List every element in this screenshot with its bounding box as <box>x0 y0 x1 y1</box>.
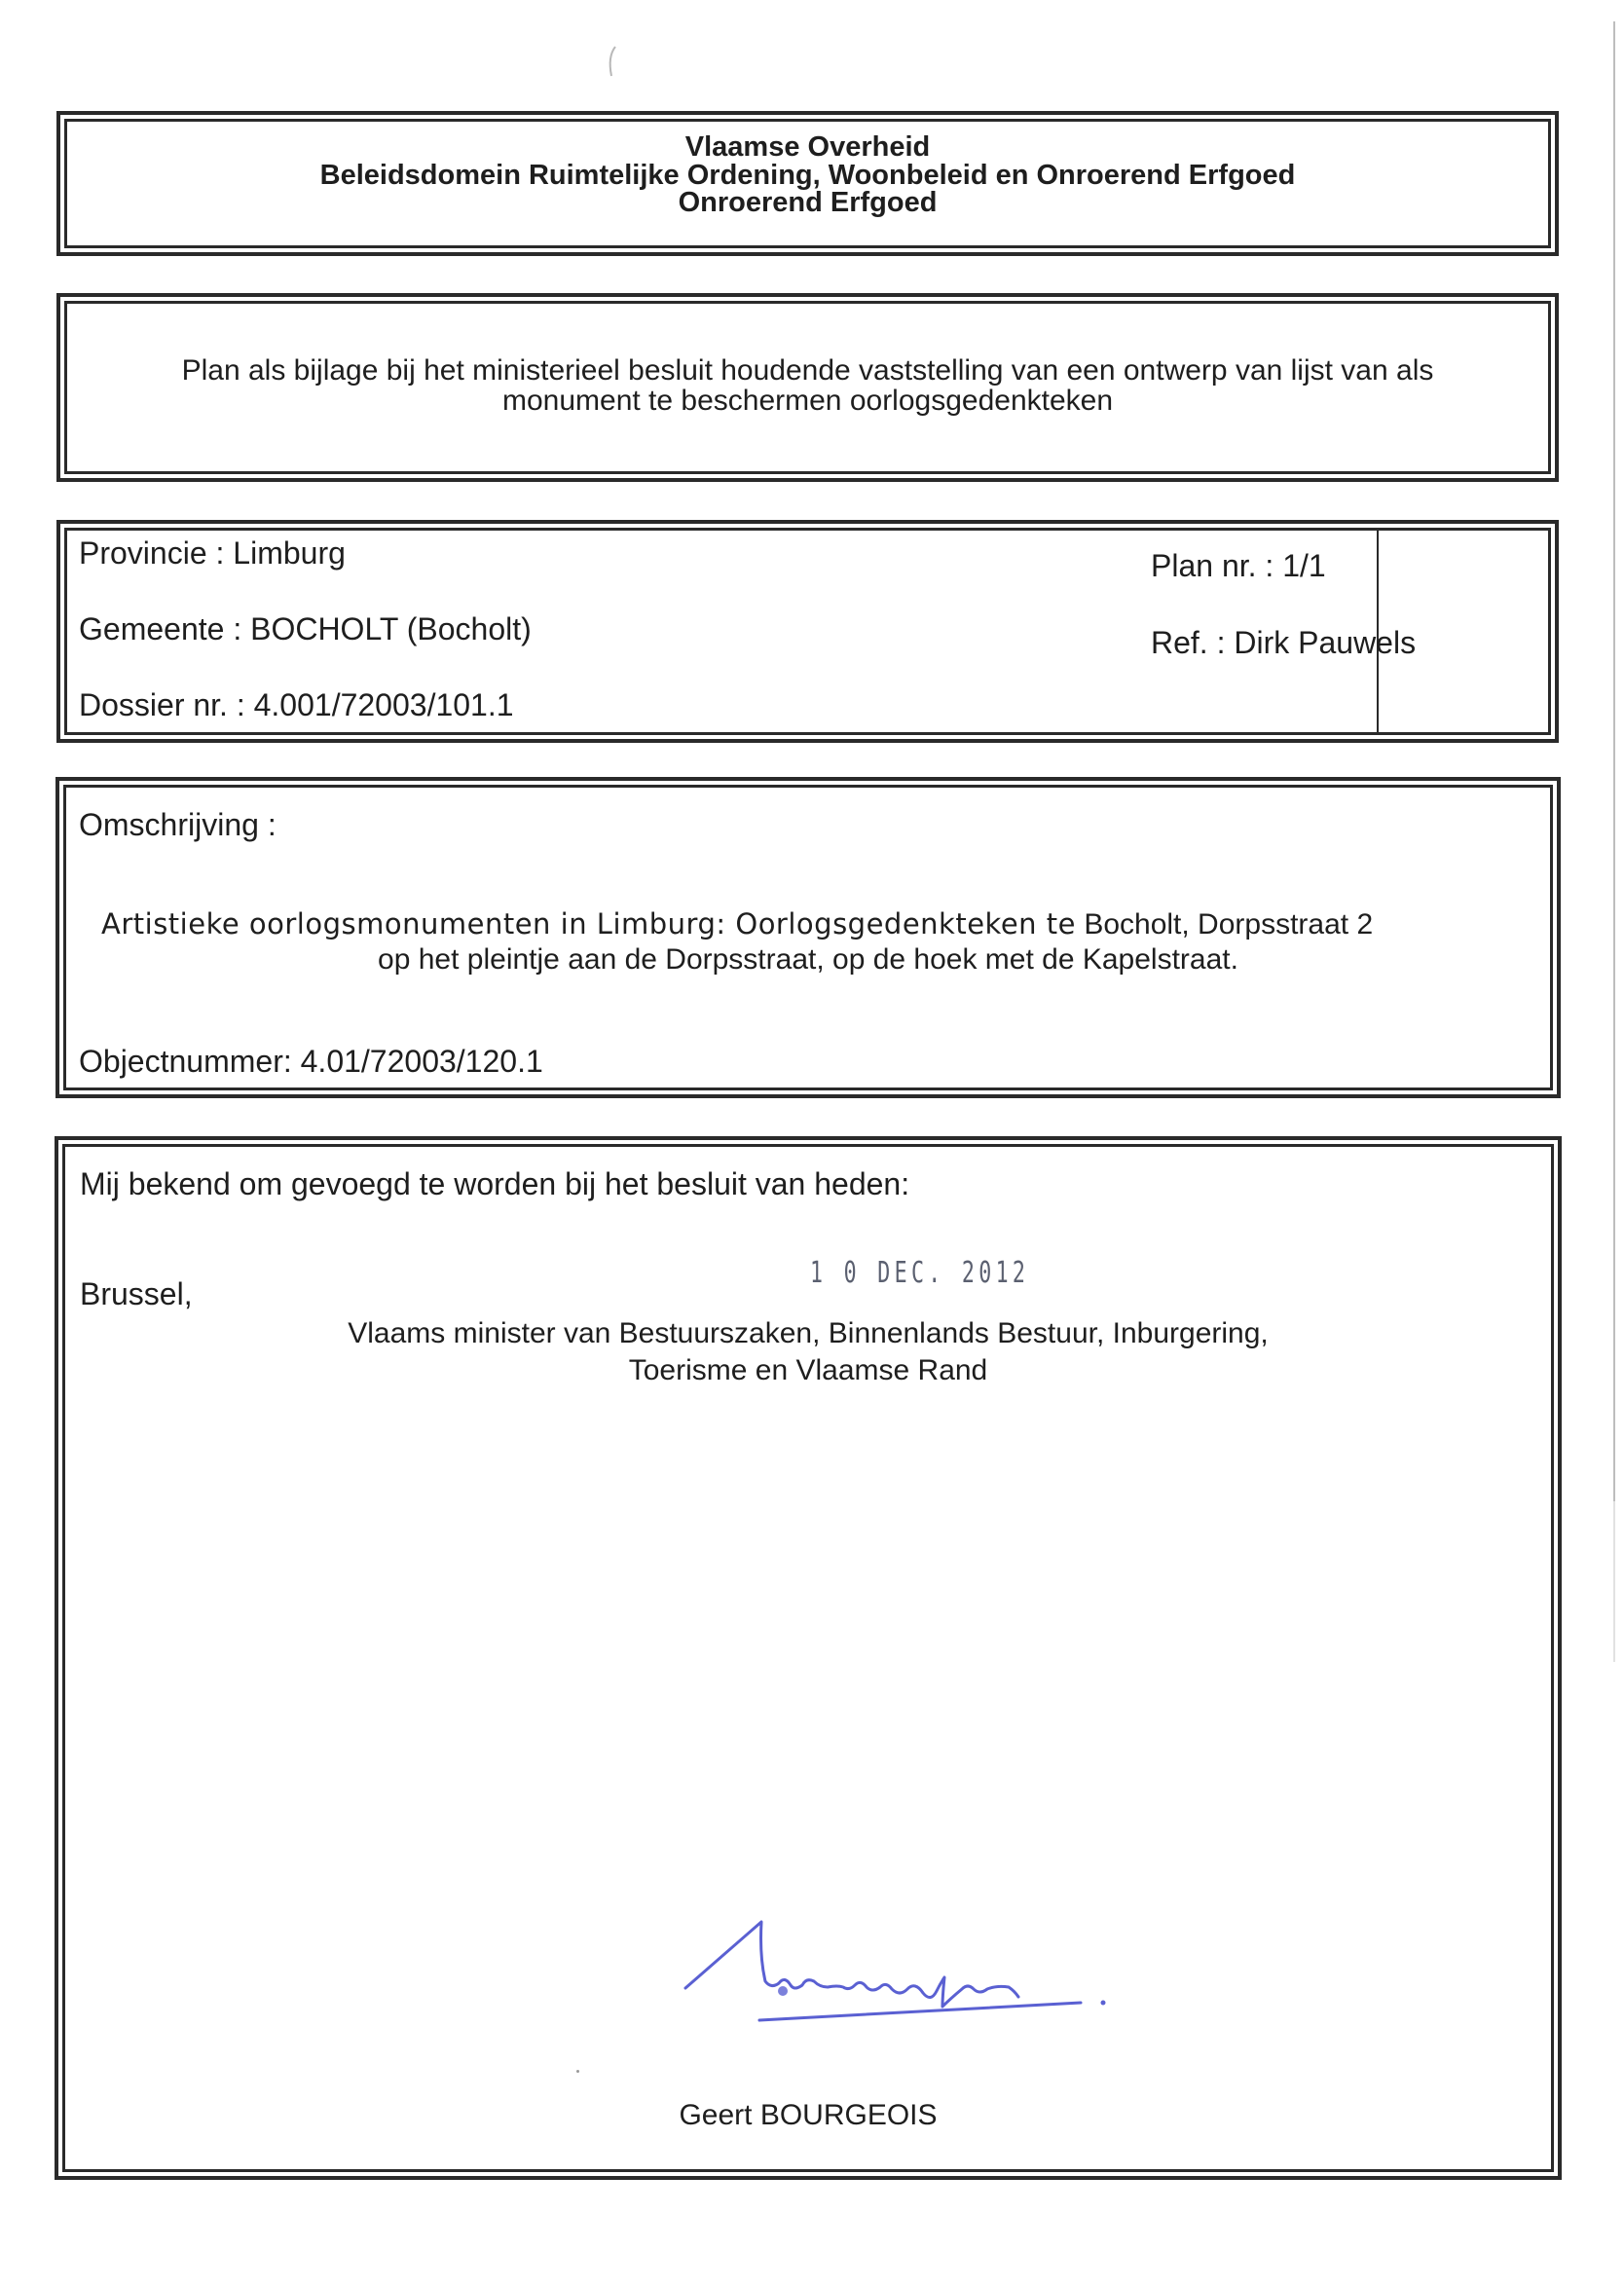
header-line-2: Beleidsdomein Ruimtelijke Ordening, Woonbeleid en Onroerend Erfgoed <box>319 160 1296 191</box>
plan-title-line-1: Plan als bijlage bij het ministerieel besluit houdende vaststelling van een ontwerp van lijst van als <box>181 354 1434 387</box>
plan-title-box <box>56 293 1559 482</box>
object-number-field: Objectnummer: 4.01/72003/120.1 <box>79 1044 543 1079</box>
provincie-field: Provincie : Limburg <box>79 535 346 571</box>
header-box <box>56 111 1559 256</box>
description-label: Omschrijving : <box>79 807 277 842</box>
gemeente-field: Gemeente : BOCHOLT (Bocholt) <box>79 611 532 646</box>
description-line-1-rest: Bocholt, Dorpsstraat 2 <box>1075 908 1374 940</box>
scan-mark <box>604 43 623 82</box>
header-line-3: Onroerend Erfgoed <box>678 187 938 218</box>
place-label: Brussel, <box>80 1276 193 1311</box>
approval-statement: Mij bekend om gevoegd te worden bij het besluit van heden: <box>80 1166 910 1201</box>
speck <box>576 2070 579 2073</box>
signatory-name: Geert BOURGEOIS <box>679 2099 938 2131</box>
description-line-2: op het pleintje aan de Dorpsstraat, op de hoek met de Kapelstraat. <box>378 943 1238 976</box>
header-line-1: Vlaamse Overheid <box>684 131 931 163</box>
plan-number-field: Plan nr. : 1/1 <box>1151 548 1326 583</box>
reference-field: Ref. : Dirk Pauwels <box>1151 625 1417 660</box>
description-line-1-wide: Artistieke oorlogsmonumenten in Limburg: Oorlogsgedenkteken te <box>101 907 1076 940</box>
scan-edge-line <box>1613 21 1615 1501</box>
approval-box <box>55 1136 1562 2180</box>
minister-title-line-1: Vlaams minister van Bestuurszaken, Binnenlands Bestuur, Inburgering, <box>348 1317 1269 1349</box>
signature <box>682 1917 1129 2034</box>
scan-edge-line-faint <box>1613 1501 1615 1662</box>
date-stamp: 1 0 DEC. 2012 <box>810 1256 1030 1290</box>
details-box <box>56 520 1559 743</box>
description-line-1 <box>101 907 1374 940</box>
description-box <box>55 777 1561 1098</box>
minister-title-line-2: Toerisme en Vlaamse Rand <box>628 1354 988 1386</box>
plan-title-line-2: monument te beschermen oorlogsgedenkteken <box>501 385 1114 417</box>
dossier-number-field: Dossier nr. : 4.001/72003/101.1 <box>79 687 514 722</box>
